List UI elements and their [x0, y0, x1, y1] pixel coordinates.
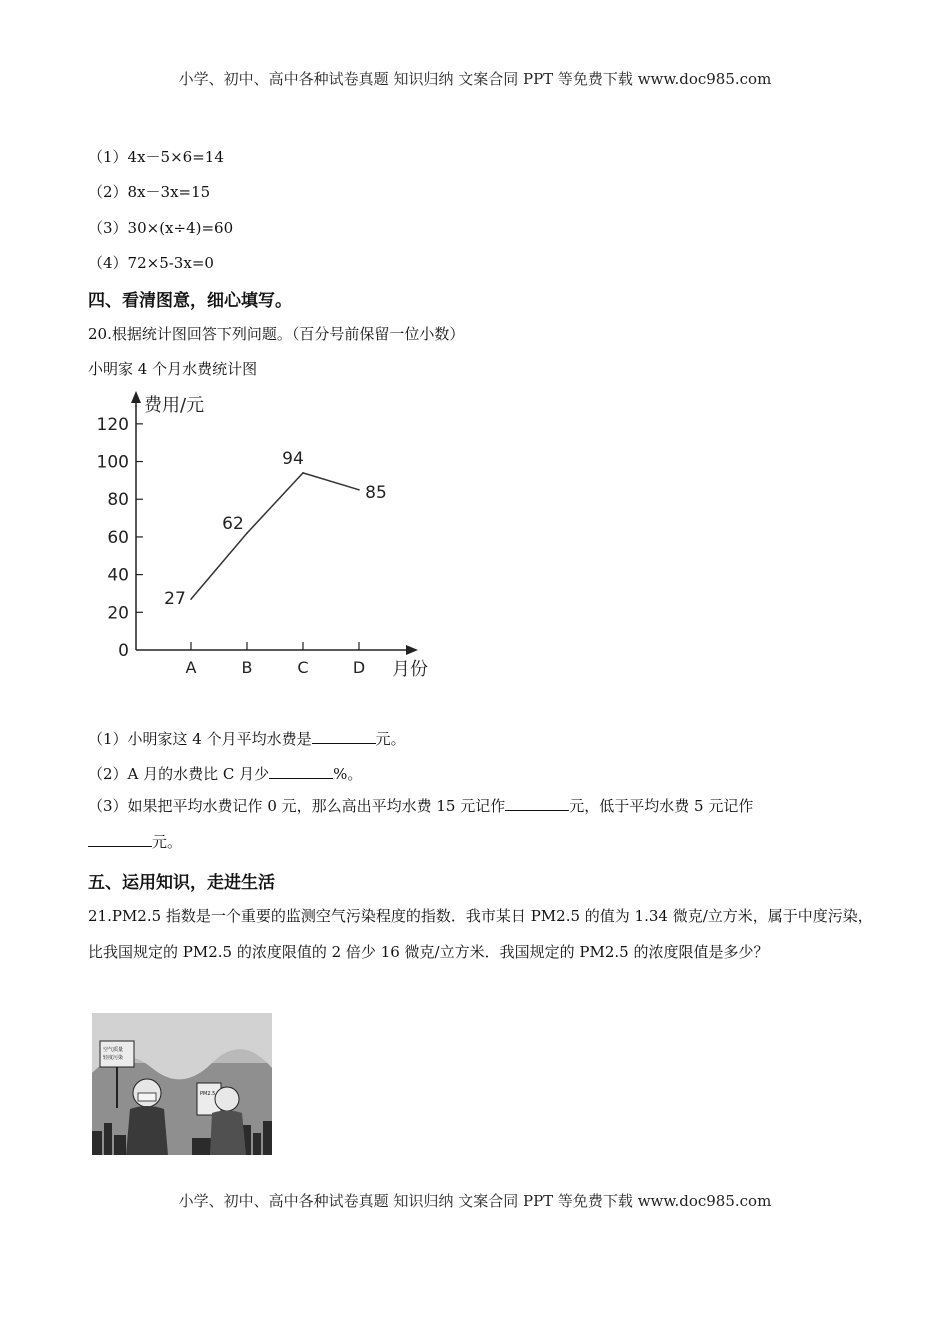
equation-2: （2）8x－3x=15 — [88, 183, 211, 201]
data-label: 27 — [164, 589, 186, 610]
data-point — [246, 532, 248, 534]
y-tick-label: 80 — [107, 490, 129, 511]
sub-question-2 — [88, 762, 362, 784]
sub-question-1 — [88, 727, 406, 749]
data-point — [302, 472, 304, 474]
data-label: 94 — [282, 448, 304, 469]
y-tick-label: 0 — [118, 641, 129, 661]
x-tick-label: B — [241, 658, 253, 677]
y-tick-label: 40 — [107, 565, 129, 586]
y-tick-label: 20 — [107, 603, 129, 624]
sub1-unit: 元。 — [375, 730, 406, 748]
equation-4: （4）72×5-3x=0 — [88, 254, 214, 272]
cartoon-sign-text-2: 轻度污染 — [103, 1055, 124, 1061]
x-axis-label: 月份 — [392, 659, 428, 680]
data-point — [190, 598, 192, 600]
water-fee-line-chart — [88, 385, 448, 690]
x-axis-arrow — [406, 645, 418, 655]
y-axis-arrow — [131, 391, 141, 403]
x-tick-label: D — [352, 658, 366, 677]
series-line — [191, 473, 359, 599]
x-tick-label: C — [297, 658, 309, 677]
sub3-unit: 元。 — [152, 833, 183, 851]
page-footer: 小学、初中、高中各种试卷真题 知识归纳 文案合同 PPT 等免费下载 www.doc985.com — [178, 1192, 772, 1210]
page-header: 小学、初中、高中各种试卷真题 知识归纳 文案合同 PPT 等免费下载 www.doc985.com — [178, 70, 772, 88]
equation-1: （1）4x－5×6=14 — [88, 148, 224, 166]
answer-blank-1[interactable] — [312, 727, 376, 744]
sub1-text: （1）小明家这 4 个月平均水费是 — [88, 730, 312, 748]
question-20: 20.根据统计图回答下列问题。（百分号前保留一位小数） — [88, 325, 465, 343]
sub2-unit: %。 — [333, 765, 363, 783]
y-tick-label: 100 — [96, 452, 129, 473]
data-point — [358, 489, 360, 491]
answer-blank-4[interactable] — [88, 830, 152, 847]
sub-question-3 — [88, 788, 878, 860]
answer-blank-2[interactable] — [269, 762, 333, 779]
chart-title: 小明家 4 个月水费统计图 — [88, 360, 258, 378]
x-tick-label: A — [185, 658, 197, 677]
section5-heading: 五、运用知识，走进生活 — [88, 873, 275, 893]
data-label: 62 — [222, 514, 244, 535]
sub3-text: （3）如果把平均水费记作 0 元，那么高出平均水费 15 元记作 — [88, 797, 506, 815]
sub3-text-b: 元，低于平均水费 5 元记作 — [569, 797, 754, 815]
section4-heading: 四、看清图意，细心填写。 — [88, 291, 292, 311]
cartoon-board-text: PM2.5 — [200, 1091, 216, 1097]
sub2-text: （2）A 月的水费比 C 月少 — [88, 765, 270, 783]
cartoon-sign-text: 空气质量 — [103, 1047, 124, 1053]
data-label: 85 — [365, 482, 387, 503]
pollution-cartoon-image — [92, 1013, 272, 1155]
question-21: 21.PM2.5 指数是一个重要的监测空气污染程度的指数．我市某日 PM2.5 的值为 1.34 微克/立方米，属于中度污染，比我国规定的 PM2.5 的浓度限值的 2 倍少 16 微克/立方米．我国规定的 PM2.5 的浓度限值是多少？ — [88, 907, 873, 961]
equation-3: （3）30×(x÷4)=60 — [88, 219, 234, 237]
answer-blank-3[interactable] — [505, 794, 569, 811]
y-tick-label: 60 — [107, 527, 129, 548]
y-tick-label: 120 — [96, 414, 129, 435]
y-axis-label: 费用/元 — [144, 395, 205, 416]
